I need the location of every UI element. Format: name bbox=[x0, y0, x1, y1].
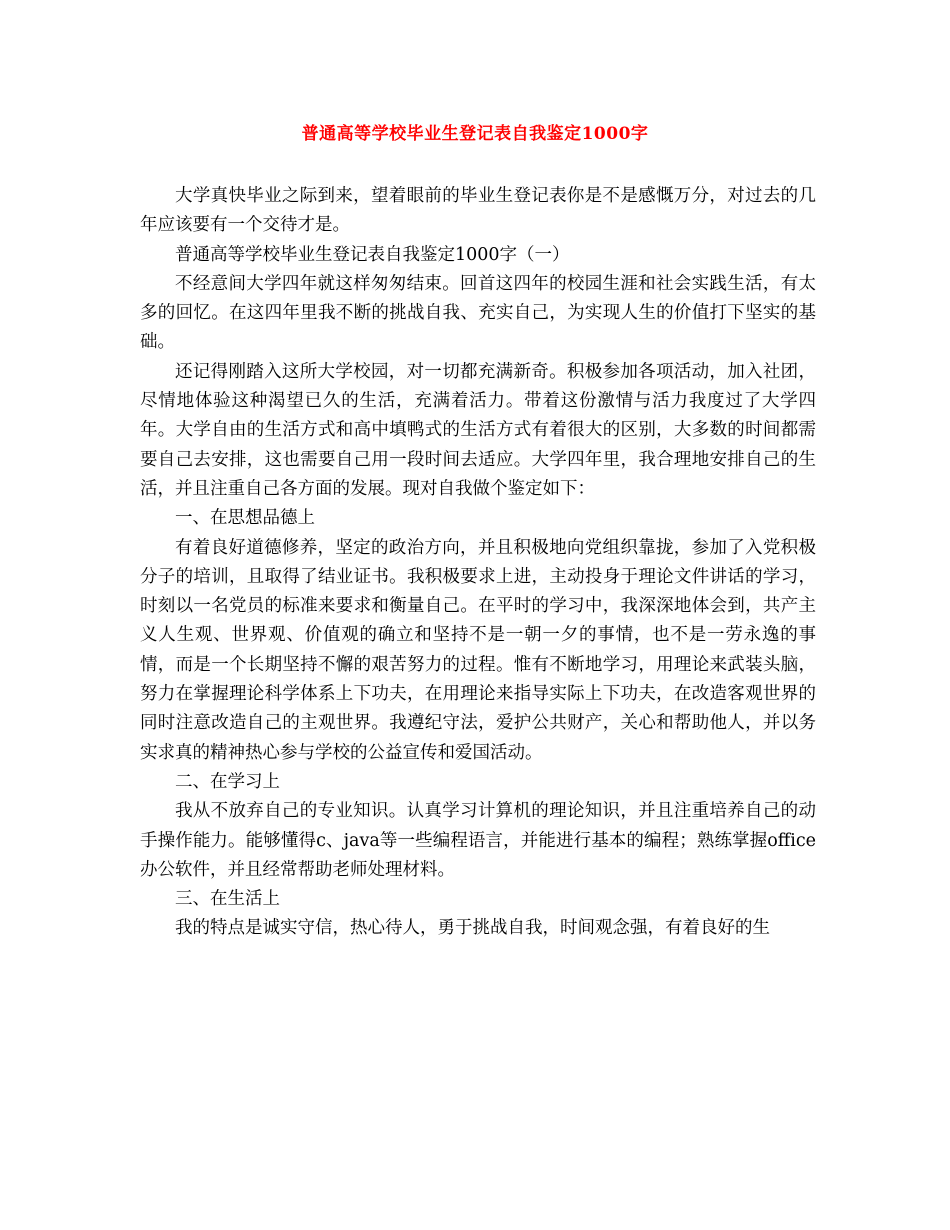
body-paragraph: 有着良好道德修养，坚定的政治方向，并且积极地向党组织靠拢，参加了入党积极分子的培训，且取得了结业证书。我积极要求上进，主动投身于理论文件讲话的学习，时刻以一名党员的标准来要求和衡量自己。在平时的学习中，我深深地体会到，共产主义人生观、世界观、价值观的确立和坚持不是一朝一夕的事情，也不是一劳永逸的事情，而是一个长期坚持不懈的艰苦努力的过程。惟有不断地学习，用理论来武装头脑，努力在掌握理论科学体系上下功夫，在用理论来指导实际上下功夫，在改造客观世界的同时注意改造自己的主观世界。我遵纪守法，爱护公共财产，关心和帮助他人，并以务实求真的精神热心参与学校的公益宣传和爱国活动。 bbox=[140, 537, 816, 763]
document-body bbox=[140, 182, 816, 944]
section-subtitle: 普通高等学校毕业生登记表自我鉴定1000字（一） bbox=[175, 244, 570, 265]
body-paragraph: 还记得刚踏入这所大学校园，对一切都充满新奇。积极参加各项活动，加入社团，尽情地体验这种渴望已久的生活，充满着活力。带着这份激情与活力我度过了大学四年。大学自由的生活方式和高中填鸭式的生活方式有着很大的区别，大多数的时间都需要自己去安排，这也需要自己用一段时间去适应。大学四年里，我合理地安排自己的生活，并且注重自己各方面的发展。现对自我做个鉴定如下： bbox=[140, 361, 816, 499]
body-paragraph: 我的特点是诚实守信，热心待人，勇于挑战自我，时间观念强，有着良好的生 bbox=[175, 918, 770, 939]
section-heading: 二、在学习上 bbox=[175, 771, 280, 792]
body-paragraph: 不经意间大学四年就这样匆匆结束。回首这四年的校园生涯和社会实践生活，有太多的回忆。在这四年里我不断的挑战自我、充实自己，为实现人生的价值打下坚实的基础。 bbox=[140, 273, 816, 353]
section-heading: 三、在生活上 bbox=[175, 889, 280, 910]
document-title: 普通高等学校毕业生登记表自我鉴定1000字 bbox=[301, 124, 649, 144]
intro-paragraph: 大学真快毕业之际到来，望着眼前的毕业生登记表你是不是感慨万分，对过去的几年应该要有一个交待才是。 bbox=[140, 186, 816, 236]
body-paragraph: 我从不放弃自己的专业知识。认真学习计算机的理论知识，并且注重培养自己的动手操作能力。能够懂得c、java等一些编程语言，并能进行基本的编程；熟练掌握office办公软件，并且经常帮助老师处理材料。 bbox=[140, 801, 816, 880]
section-heading: 一、在思想品德上 bbox=[175, 508, 315, 529]
